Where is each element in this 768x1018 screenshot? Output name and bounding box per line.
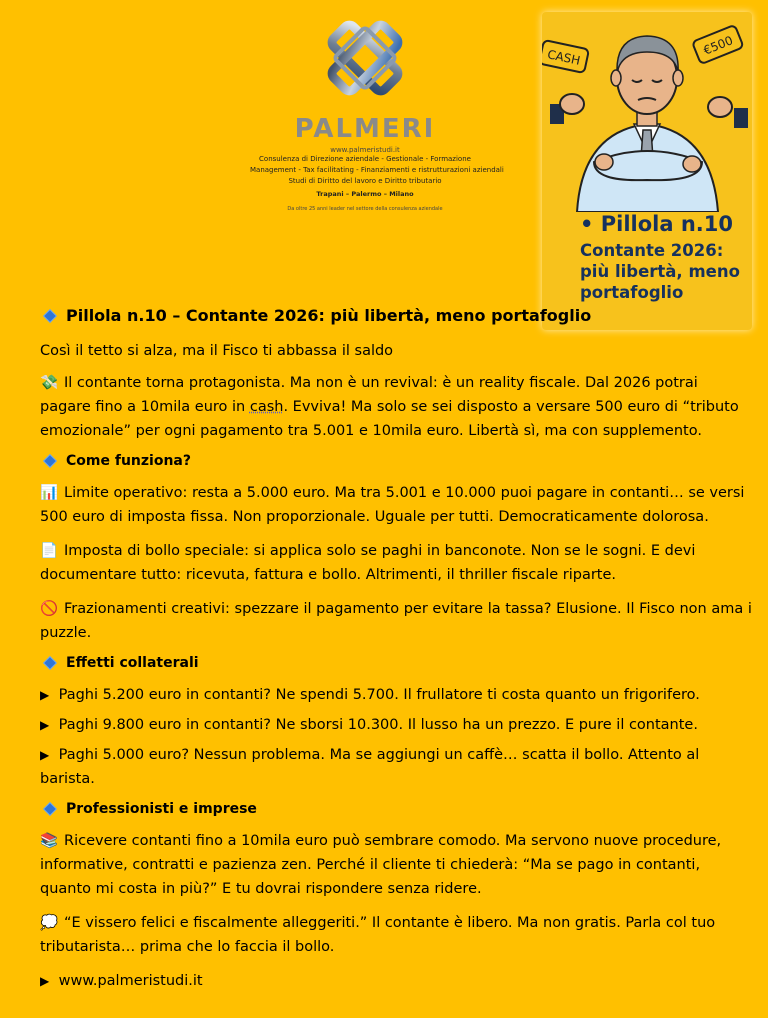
logo-since: Da oltre 25 anni leader nel settore della consulenza aziendale bbox=[287, 206, 443, 212]
list-item bbox=[40, 481, 752, 529]
card-title: • Pillola n.10 bbox=[580, 212, 733, 236]
logo-line-3: Studi di Diritto del lavoro e Diritto tributario bbox=[288, 177, 442, 185]
list-item bbox=[40, 743, 752, 791]
cash-tag-icon bbox=[542, 40, 589, 73]
list-item bbox=[40, 713, 752, 737]
logo-line-1: Consulenza di Direzione aziendale - Gestionale - Formazione bbox=[259, 155, 471, 163]
document-icon: 📄 bbox=[40, 543, 59, 559]
article-body bbox=[40, 306, 752, 1003]
list-item-text: Paghi 5.200 euro in contanti? Ne spendi 5.700. Il frullatore ti costa quanto un frigorifero. bbox=[58, 687, 700, 703]
footer-link-line bbox=[40, 969, 752, 993]
blue-diamond-icon bbox=[44, 455, 55, 466]
logo-website: www.palmeristudi.it bbox=[330, 146, 400, 154]
play-triangle-icon: ▶ bbox=[40, 718, 50, 732]
section-heading-text: Effetti collaterali bbox=[66, 655, 199, 671]
logo-cities: Trapani – Palermo – Milano bbox=[316, 190, 414, 198]
blue-diamond-icon bbox=[44, 803, 55, 814]
intro-paragraph bbox=[40, 371, 752, 443]
pillola-card-image bbox=[542, 12, 752, 330]
bar-chart-icon: 📊 bbox=[40, 485, 59, 501]
palmeri-emblem-icon bbox=[310, 2, 420, 114]
section-heading-text: Come funziona? bbox=[66, 453, 191, 469]
thought-bubble-icon: 💭 bbox=[40, 915, 59, 931]
list-item-text: Paghi 9.800 euro in contanti? Ne sborsi 10.300. Il lusso ha un prezzo. E pure il contante. bbox=[58, 717, 698, 733]
list-item bbox=[40, 829, 752, 901]
books-icon: 📚 bbox=[40, 833, 59, 849]
intro-text-b: . Evviva! Ma solo se sei disposto a versare 500 euro di “tributo emozionale” per ogni pagamento tra 5.001 e 10mila euro. Libertà sì, ma con supplemento. bbox=[40, 399, 739, 439]
play-triangle-icon: ▶ bbox=[40, 748, 50, 762]
right-hand-icon bbox=[708, 97, 748, 128]
section-heading-text: Professionisti e imprese bbox=[66, 801, 257, 817]
list-item bbox=[40, 539, 752, 587]
list-item bbox=[40, 911, 752, 959]
list-item-text: Imposta di bollo speciale: si applica solo se paghi in banconote. Non se le sogni. E devi documentare tutto: ricevuta, fattura e bollo. Altrimenti, il thriller fiscale riparte. bbox=[40, 543, 696, 583]
logo-line-2: Management - Tax facilitating - Finanziamenti e ristrutturazioni aziendali bbox=[250, 166, 504, 174]
article-subtitle: Così il tetto si alza, ma il Fisco ti abbassa il saldo bbox=[40, 343, 394, 359]
intro-text-a: Il contante torna protagonista. Ma non è un revival: è un reality fiscale. Dal 2026 potrai pagare fino a 10mila euro in bbox=[40, 375, 698, 415]
blue-diamond-icon bbox=[44, 657, 55, 668]
card-subtitle: Contante 2026: più libertà, meno portafoglio bbox=[580, 241, 740, 302]
list-item-text: Frazionamenti creativi: spezzare il pagamento per evitare la tassa? Elusione. Il Fisco non ama i puzzle. bbox=[40, 601, 752, 641]
list-item-text: Paghi 5.000 euro? Nessun problema. Ma se aggiungi un caffè… scatta il bollo. Attento al barista. bbox=[40, 747, 700, 787]
section-heading-professionisti bbox=[46, 801, 752, 817]
section-heading-come-funziona bbox=[46, 453, 752, 469]
intro-cash-word: cash bbox=[249, 399, 284, 415]
euro-label: €500 bbox=[701, 33, 735, 58]
money-wings-icon: 💸 bbox=[40, 375, 59, 391]
play-triangle-icon: ▶ bbox=[40, 974, 50, 988]
list-item-text: “E vissero felici e fiscalmente alleggeriti.” Il contante è libero. Ma non gratis. Parla col tuo tributarista… prima che lo faccia il bollo. bbox=[40, 915, 716, 955]
list-item bbox=[40, 597, 752, 645]
brand-name: PALMERI bbox=[294, 114, 436, 144]
left-hand-icon bbox=[550, 94, 584, 124]
list-item bbox=[40, 683, 752, 707]
list-item-text: Ricevere contanti fino a 10mila euro può sembrare comodo. Ma servono nuove procedure, informative, contratti e pazienza zen. Perché il cliente ti chiederà: “Ma se pago in contanti, quanto mi costa in più?” E tu dovrai rispondere senza ridere. bbox=[40, 833, 722, 897]
article-title-text: Pillola n.10 – Contante 2026: più libertà, meno portafoglio bbox=[66, 306, 592, 325]
website-link[interactable]: www.palmeristudi.it bbox=[58, 973, 203, 989]
list-item-text: Limite operativo: resta a 5.000 euro. Ma tra 5.001 e 10.000 puoi pagare in contanti… se versi 500 euro di imposta fissa. Non proporzionale. Uguale per tutti. Democraticamente dolorosa. bbox=[40, 485, 745, 525]
man-illustration bbox=[542, 12, 752, 212]
section-heading-effetti bbox=[46, 655, 752, 671]
blue-diamond-icon bbox=[44, 310, 55, 321]
article-title bbox=[46, 306, 752, 325]
prohibited-icon: 🚫 bbox=[40, 601, 59, 617]
palmeri-logo bbox=[250, 2, 504, 227]
euro-tag-icon bbox=[692, 25, 744, 64]
play-triangle-icon: ▶ bbox=[40, 688, 50, 702]
cash-label: CASH bbox=[546, 47, 582, 68]
